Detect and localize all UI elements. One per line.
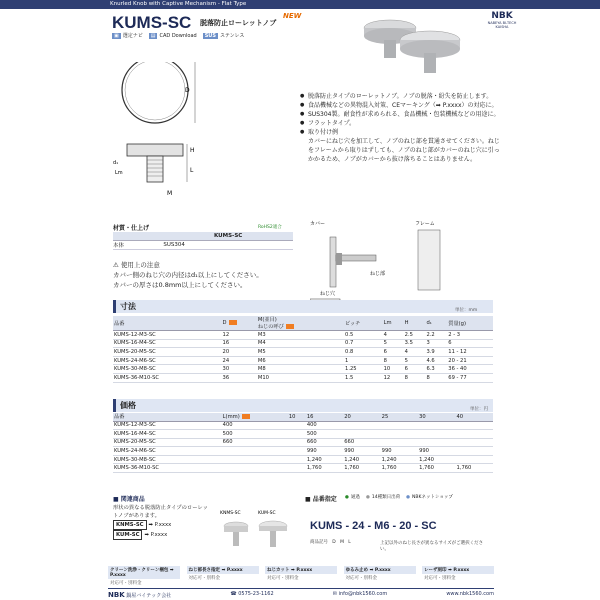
feature-item: ● 脱落防止タイプのローレットノブ。ノブの脱落・紛失を防止します。 <box>300 92 500 101</box>
table-cell <box>222 447 288 456</box>
cad-tag[interactable]: ▤ CAD Download <box>150 32 197 39</box>
table-cell <box>288 430 306 439</box>
table-row <box>113 438 493 447</box>
product-subtitle: 脱落防止ローレットノブ <box>200 19 277 27</box>
table-row <box>113 331 493 340</box>
option-links <box>108 566 494 587</box>
table-cell: 660 <box>306 438 343 447</box>
feature-item: カバーにねじ穴を加工して、ノブのねじ部を貫通させてください。ねじをフレームから取りはずしても、ノブのねじ部がカバーのねじ穴に引っかかるため、ノブがカバーから抜け落ちることはありません。 <box>308 138 500 163</box>
web-link[interactable]: www.nbk1560.com <box>446 591 494 597</box>
table-cell <box>418 430 455 439</box>
badge: ● 通過 <box>345 494 360 500</box>
table-cell <box>288 421 306 430</box>
label-m: M <box>167 190 173 197</box>
table-row <box>113 455 493 464</box>
svg-text:フレーム: フレーム <box>415 221 435 227</box>
price-unit: 単位：円 <box>470 407 488 412</box>
table-cell: 24 <box>222 356 257 365</box>
table-cell: 3.5 <box>404 339 426 348</box>
option-link[interactable]: ゆるみ止め ➡ P.xxxx 対応可・別料金 <box>344 566 416 587</box>
feature-item: ● 食品機械などの異物混入対策、CEマーキング（➡ P.xxxx）の対応に。 <box>300 101 500 110</box>
price-table: 品番 L(mm) 10 16 20 25 30 40 KUMS-12-M3-SC 400 400 KUMS-16-M4-SC 500 500 KUMS-20-M5-SC 660 660 660 KUMS-24-M6-SC 990 990 990 990 KUMS-30-M8-SC 1,240 1,240 1,240 1,240 KUMS-36-M10-SC 1,760 1,760 1,760 1,760 1,760 <box>113 413 493 473</box>
tag-row <box>112 32 244 39</box>
table-cell: 1.5 <box>344 373 383 382</box>
table-cell: 990 <box>381 447 418 456</box>
table-cell: 8 <box>404 373 426 382</box>
option-link[interactable]: ねじ部長さ指定 ➡ P.xxxx 対応可・別料金 <box>187 566 259 587</box>
related-products-image <box>218 508 293 558</box>
table-cell: 1,240 <box>381 455 418 464</box>
label-h: H <box>190 147 195 154</box>
square-icon: ■ <box>113 496 119 503</box>
table-cell: 1,760 <box>381 464 418 473</box>
rohs-badge: RoHS2適合 <box>258 225 282 230</box>
order-code-example: KUMS - 24 - M6 - 20 - SC <box>310 520 437 532</box>
table-cell: KUMS-16-M4-SC <box>113 430 222 439</box>
table-cell: 69 - 77 <box>447 373 493 382</box>
table-cell <box>288 464 306 473</box>
table-row <box>113 447 493 456</box>
label-d1: d₁ <box>113 160 119 166</box>
caution-box: ⚠ 使用上の注意 カバー側のねじ穴の内径はd₁以上にしてください。 カバーの厚さは0.8mm以上にしてください。 <box>113 261 263 289</box>
table-cell: KUMS-24-M6-SC <box>113 447 222 456</box>
table-cell: 1,760 <box>343 464 380 473</box>
table-row <box>113 464 493 473</box>
cad-icon: ▤ <box>150 32 156 39</box>
table-cell: 2.5 <box>404 331 426 340</box>
table-cell: 0.7 <box>344 339 383 348</box>
table-cell: 36 <box>222 373 257 382</box>
label-d: D <box>185 87 190 94</box>
order-badges <box>345 494 453 500</box>
table-row <box>113 421 493 430</box>
table-cell: 990 <box>306 447 343 456</box>
table-row <box>113 348 493 357</box>
table-cell: 6.3 <box>425 365 447 374</box>
table-cell <box>381 421 418 430</box>
square-icon: ■ <box>305 496 311 503</box>
table-cell: 1,760 <box>456 464 494 473</box>
table-cell: 4.6 <box>425 356 447 365</box>
svg-text:KNMS-SC: KNMS-SC <box>220 511 241 516</box>
table-row <box>113 373 493 382</box>
table-cell <box>381 438 418 447</box>
table-cell <box>222 464 288 473</box>
table-cell <box>456 421 494 430</box>
table-cell: 11 - 12 <box>447 348 493 357</box>
sus-icon: SUS <box>204 33 216 39</box>
table-cell: 1 <box>344 356 383 365</box>
table-row <box>113 430 493 439</box>
feature-list <box>300 92 500 164</box>
table-cell: KUMS-12-M3-SC <box>113 421 222 430</box>
table-cell <box>222 455 288 464</box>
table-cell: KUMS-12-M3-SC <box>113 331 222 340</box>
table-cell: M8 <box>257 365 344 374</box>
table-cell: 990 <box>418 447 455 456</box>
select-icon <box>242 414 250 419</box>
table-cell: 1,240 <box>306 455 343 464</box>
table-cell: KUMS-20-M5-SC <box>113 438 222 447</box>
table-cell: KUMS-24-M6-SC <box>113 356 222 365</box>
company-logo: NBK NABEYA BI-TECH KAISHA <box>487 11 517 29</box>
table-cell: 3 <box>425 339 447 348</box>
phone-link[interactable]: ☎ 0575-23-1162 <box>230 591 274 597</box>
related-products: 形状の異なる脱落防止タイプのローレットノブがあります。 KNMS-SC ➡ P.xxxx KUM-SC ➡ P.xxxx <box>113 504 213 540</box>
table-cell: 1,240 <box>343 455 380 464</box>
dimension-drawing <box>105 62 295 237</box>
table-cell: KUMS-30-M8-SC <box>113 455 222 464</box>
materials-title: 材質・仕上げ <box>113 225 150 232</box>
table-cell: 12 <box>222 331 257 340</box>
table-cell: KUMS-30-M8-SC <box>113 365 222 374</box>
sus-tag[interactable]: SUS ステンレス <box>204 33 245 39</box>
table-cell: 12 <box>383 373 404 382</box>
table-cell: 6 <box>404 365 426 374</box>
table-cell: 5 <box>404 356 426 365</box>
svg-text:ねじ穴: ねじ穴 <box>320 291 336 297</box>
table-cell <box>418 421 455 430</box>
table-cell: 660 <box>343 438 380 447</box>
table-row <box>113 365 493 374</box>
table-cell: KUMS-16-M4-SC <box>113 339 222 348</box>
table-cell: M5 <box>257 348 344 357</box>
feature-item: ● 取り付け例 <box>300 128 500 137</box>
table-cell: 20 <box>222 348 257 357</box>
table-cell: 4 <box>404 348 426 357</box>
table-cell: 16 <box>222 339 257 348</box>
table-cell: 1,760 <box>306 464 343 473</box>
table-cell: M4 <box>257 339 344 348</box>
table-cell: 30 <box>222 365 257 374</box>
navi-tag[interactable]: ▣ 選定ナビ <box>114 33 143 39</box>
table-cell: M6 <box>257 356 344 365</box>
table-cell: 2 - 3 <box>447 331 493 340</box>
label-l: L <box>190 167 194 174</box>
table-cell <box>343 421 380 430</box>
svg-text:カバー: カバー <box>310 221 326 227</box>
table-cell: 4 <box>383 331 404 340</box>
table-cell: 5 <box>383 339 404 348</box>
option-link[interactable]: クリーン洗浄・クリーン梱包 ➡ P.xxxx 対応可・別料金 <box>108 566 180 587</box>
table-cell <box>418 438 455 447</box>
table-cell: 3.9 <box>425 348 447 357</box>
table-cell: M10 <box>257 373 344 382</box>
table-cell <box>288 438 306 447</box>
table-cell <box>381 430 418 439</box>
table-cell <box>288 455 306 464</box>
email-link[interactable]: ✉ info@nbk1560.com <box>332 591 388 597</box>
footer-brand: NBK <box>108 591 125 599</box>
table-cell: KUMS-20-M5-SC <box>113 348 222 357</box>
table-cell: 20 - 21 <box>447 356 493 365</box>
warning-icon: ⚠ <box>113 261 119 269</box>
svg-text:KUM-SC: KUM-SC <box>258 511 276 516</box>
table-cell: 500 <box>306 430 343 439</box>
check-icon: ● <box>345 494 349 500</box>
related-link[interactable]: KUM-SC ➡ P.xxxx <box>113 530 213 540</box>
mounting-diagram <box>310 215 450 307</box>
feature-item: ● SUS304製。耐食性が求められる、食品機械・包装機械などの用途に。 <box>300 110 500 119</box>
table-cell: 36 - 40 <box>447 365 493 374</box>
cart-icon: ● <box>406 494 411 500</box>
table-cell: 660 <box>222 438 288 447</box>
table-cell: 10 <box>383 365 404 374</box>
badge[interactable]: ● NBKネットショップ <box>406 494 453 500</box>
badge: ● 14種類日出荷 <box>365 494 401 500</box>
dimensions-table: 品番 D M(並目) ねじの呼び ピッチ Lm H d₁ 質量(g) KUMS-12-M3-SC 12 M3 0.5 4 2.5 2.2 2 - 3 KUMS-16-M4-SC 16 M4 0.7 5 3.5 3 6 KUMS-20-M5-SC 20 M5 0.8 6 4 3.9 11 - 12 KUMS-24-M6-SC 24 M6 1 8 5 4.6 20 - 21 KUMS-30-M8-SC 30 M8 1.25 10 6 6.3 36 - 40 KUMS-36-M10-SC 36 M10 1.5 12 8 8 69 - 77 <box>113 316 493 383</box>
page-footer: NBK 鍋屋バイテック会社 ☎ 0575-23-1162 ✉ info@nbk1560.com www.nbk1560.com <box>108 588 494 599</box>
table-cell: 6 <box>383 348 404 357</box>
product-title: KUMS-SC <box>112 13 192 32</box>
table-cell <box>456 447 494 456</box>
table-cell: KUMS-36-M10-SC <box>113 373 222 382</box>
option-link[interactable]: レーザ刻印 ➡ P.xxxx 対応可・別料金 <box>422 566 494 587</box>
clock-icon: ● <box>365 494 370 500</box>
materials-table: KUMS-SC 本体 SUS304 <box>113 232 293 250</box>
related-title: ■ 関連商品 <box>113 496 145 503</box>
svg-text:ねじ部: ねじ部 <box>370 271 386 277</box>
table-cell: 990 <box>343 447 380 456</box>
label-lm: Lm <box>115 170 123 176</box>
table-row <box>113 356 493 365</box>
table-cell: 8 <box>383 356 404 365</box>
table-cell <box>456 430 494 439</box>
table-cell <box>456 438 494 447</box>
select-icon <box>286 324 294 329</box>
related-link[interactable]: KNMS-SC ➡ P.xxxx <box>113 520 213 530</box>
product-photo <box>350 10 470 75</box>
table-cell: 1.25 <box>344 365 383 374</box>
order-title: ■ 品番指定 <box>305 496 337 503</box>
option-link[interactable]: ねじカット ➡ P.xxxx 対応可・別料金 <box>265 566 337 587</box>
feature-item: ● フラットタイプ。 <box>300 119 500 128</box>
table-cell: 0.8 <box>344 348 383 357</box>
table-cell: 0.5 <box>344 331 383 340</box>
table-cell: 1,760 <box>418 464 455 473</box>
table-cell: 8 <box>425 373 447 382</box>
table-cell: 400 <box>306 421 343 430</box>
table-cell: 500 <box>222 430 288 439</box>
english-subtitle-bar: Knurled Knob with Captive Mechanism - Flat Type <box>0 0 600 9</box>
order-note: 上記以外のねじ長さが異なるサイズがご選択ください。 <box>380 541 484 552</box>
table-cell: 400 <box>222 421 288 430</box>
table-cell: 2.2 <box>425 331 447 340</box>
table-cell <box>456 455 494 464</box>
table-cell: M3 <box>257 331 344 340</box>
navi-icon: ▣ <box>114 33 119 39</box>
table-cell <box>343 430 380 439</box>
new-badge: NEW <box>283 12 302 20</box>
price-section-title: 価格 <box>113 399 493 412</box>
dims-unit: 単位：mm <box>455 308 478 313</box>
table-cell <box>288 447 306 456</box>
table-cell: 1,240 <box>418 455 455 464</box>
dims-section-title: 寸法 <box>113 300 493 313</box>
table-cell: KUMS-36-M10-SC <box>113 464 222 473</box>
table-row <box>113 339 493 348</box>
order-parts: 商品記号 D M L <box>310 540 351 545</box>
table-cell: 6 <box>447 339 493 348</box>
select-icon <box>229 320 237 325</box>
